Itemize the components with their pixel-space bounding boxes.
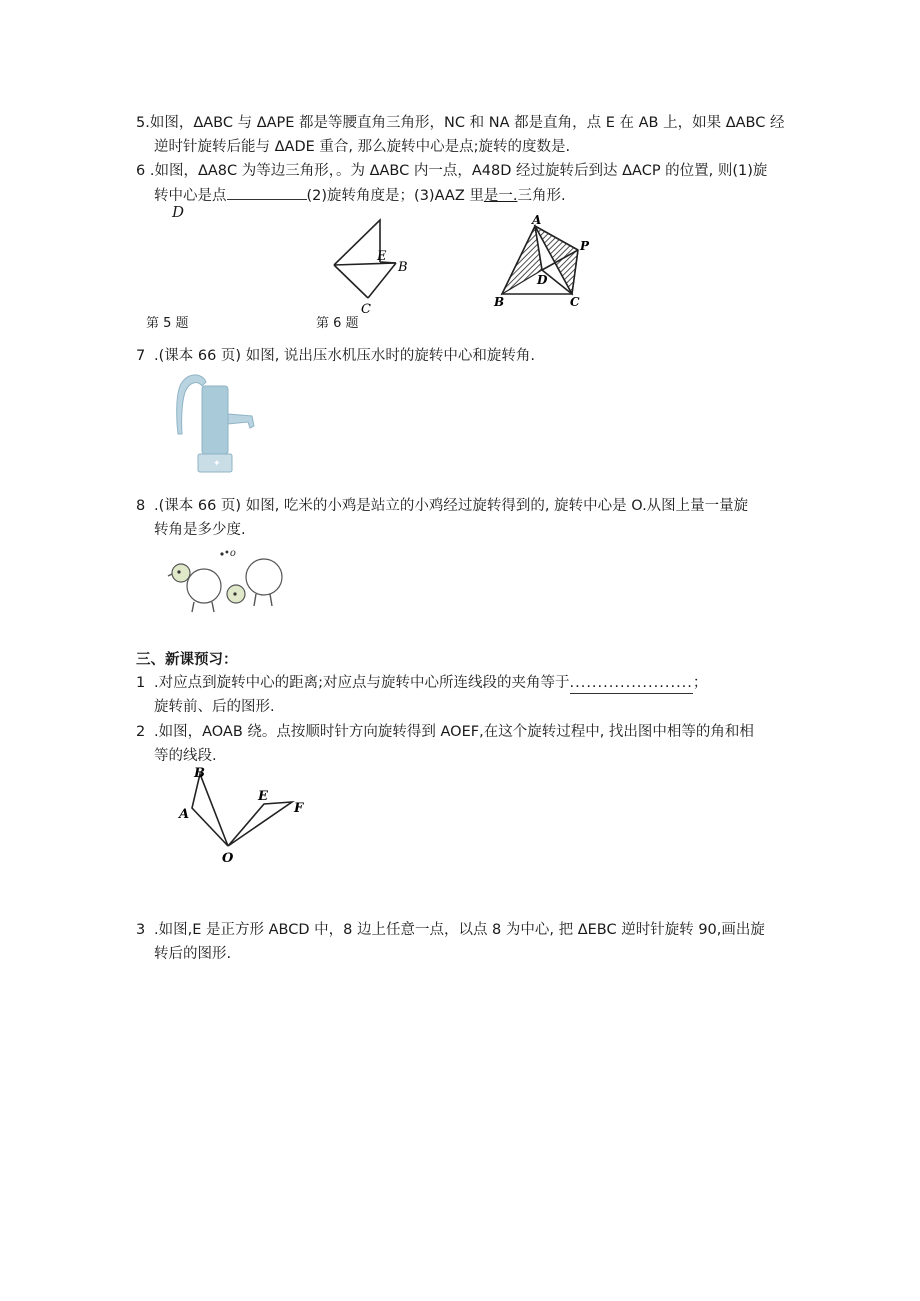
fig8-label-o: •o [224,548,236,559]
fig5-label-c: C [361,302,371,317]
figp2-label-b: B [194,766,205,781]
p1-number: 1 [136,675,146,691]
pump-spout [228,414,254,428]
q5-line1: 5.如图，ΔABC 与 ΔAPE 都是等腰直角三角形，NC 和 NA 都是直角，点 E 在 AB 上，如果 ΔABC 经 [136,115,785,131]
chicken1-eye [177,570,180,573]
fig6-label-a: A [532,213,542,227]
stray-label-d: D [172,203,185,221]
q6-line2-a: 转中心是点 [154,188,227,204]
triangle-oab [192,774,228,846]
q8-line1 [136,496,748,516]
figp2-label-e: E [258,789,268,804]
q7-number: 7 [136,348,146,364]
q8-text-1: .(课本 66 页) 如图, 吃米的小鸡是站立的小鸡经过旋转得到的, 旋转中心是 O.从图上量一量旋 [154,498,749,514]
p3-number: 3 [136,922,146,938]
figp2-label-o: O [222,851,234,866]
chicken1-beak [168,574,172,576]
figp2-label-f: F [294,801,304,816]
chicken2-leg-2 [270,594,272,606]
chicken1-body [187,569,221,603]
p2-text-1: .如图，AOAB 绕。点按顺时针方向旋转得到 AOEF,在这个旋转过程中, 找出图中相等的角和相 [154,724,754,740]
chicken2-eye [233,592,236,595]
chicken1-leg-2 [212,602,214,612]
chicken2-leg-1 [254,594,256,606]
q7-text: .(课本 66 页) 如图, 说出压水机压水时的旋转中心和旋转角. [154,348,536,364]
fig5-seg-2 [334,265,368,298]
chicken2-body [246,559,282,595]
fig6-label-p: P [580,239,590,253]
chicken1-head [172,564,190,582]
p1-text-1: .对应点到旋转中心的距离;对应点与旋转中心所连线段的夹角等于 [154,675,570,691]
fig6-label-d: D [537,273,548,287]
triangle-oef [228,802,292,846]
figure-p2-rotation [172,762,322,872]
p3-line2: 转后的图形. [154,946,232,962]
p1-line2: 旋转前、后的图形. [154,699,275,715]
section3-heading: 三、新课预习： [136,652,238,668]
fig5-seg-1 [334,263,396,265]
q8-number: 8 [136,498,146,514]
figp2-label-a: A [179,807,190,822]
pump-body [202,386,228,454]
fig6-label-c: C [570,295,580,309]
figure-8-chickens [160,544,290,624]
p2-line2: 等的线段. [154,748,217,764]
q7-line [136,346,535,366]
q8-line2: 转角是多少度. [154,522,246,538]
p2-number: 2 [136,724,146,740]
p1-text-end: ； [692,675,708,691]
fig5-seg-3 [368,263,396,298]
q6-line1: 6 .如图，ΔA8C 为等边三角形，。为 ΔABC 内一点，A48D 经过旋转后到达 ΔACP 的位置, 则(1)旋 [136,163,768,179]
fig5-tri-ade [334,220,380,265]
fig6-label-b: B [494,295,505,309]
figure-5 [320,210,430,320]
q6-line2-d: 三角形. [517,188,566,204]
q6-answer-blank [227,185,307,200]
q6-line2-b: (2)旋转角度是；(3)AAZ 里 [306,188,484,204]
p3-text-1: .如图,E 是正方形 ABCD 中，8 边上任意一点，以点 8 为中心, 把 ΔEBC 逆时针旋转 90,画出旋 [154,922,765,938]
figure-7-water-pump [164,368,264,478]
fig6-caption: 第 6 题 [316,316,359,331]
q5-line2: 逆时针旋转后能与 ΔADE 重合, 那么旋转中心是点;旋转的度数是. [154,139,571,155]
p3-line1 [136,920,765,940]
p1-answer-dots: ...................... [570,673,693,694]
figure-6 [490,212,600,312]
p2-line1 [136,722,754,742]
pump-mark: ✦ [213,459,221,469]
q6-line2-c: 是一. [483,188,518,204]
fig5-label-b: B [398,260,408,275]
chicken1-leg-1 [192,602,194,612]
fig5-caption: 第 5 题 [146,316,189,331]
p1-line1 [136,673,707,694]
q6-line2 [154,185,566,206]
fig5-label-e: E [377,249,387,264]
